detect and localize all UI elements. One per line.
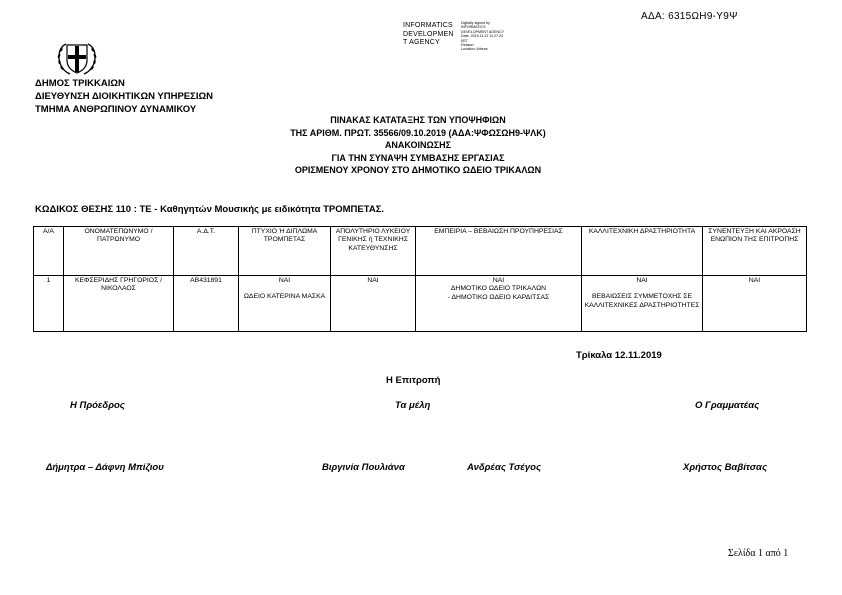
signature-line: Location: Athens (461, 47, 488, 52)
agency-line: DEVELOPMEN (403, 30, 454, 38)
signature-line: Digitally signed by (461, 21, 490, 25)
department-name: ΤΜΗΜΑ ΑΝΘΡΩΠΙΝΟΥ ΔΥΝΑΜΙΚΟΥ (35, 104, 197, 115)
experience-entry: ΔΗΜΟΤΙΚΟ ΩΔΕΙΟ ΤΡΙΚΑΛΩΝ (450, 285, 547, 293)
table-row (34, 276, 807, 332)
title-line: ΠΙΝΑΚΑΣ ΚΑΤΑΤΑΞΗΣ ΤΩΝ ΥΠΟΨΗΦΙΩΝ (330, 115, 506, 125)
page-number: Σελίδα 1 από 1 (728, 548, 789, 559)
digital-signature-details (461, 21, 504, 52)
cell-aa: 1 (34, 276, 64, 332)
artistic-answer: ΝΑΙ (636, 277, 648, 284)
directorate-name: ΔΙΕΥΘΥΝΣΗ ΔΙΟΙΚΗΤΙΚΩΝ ΥΠΗΡΕΣΙΩΝ (35, 91, 213, 102)
president-role: Η Πρόεδρος (70, 400, 125, 411)
ranking-table (33, 226, 807, 332)
degree-school: ΩΔΕΙΟ ΚΑΤΕΡΙΝΑ ΜΑΣΚΑ (243, 293, 326, 301)
agency-line: INFORMATICS (403, 22, 453, 29)
signature-line: EET (461, 38, 468, 43)
president-name: Δήμητρα – Δάφνη Μπίζιου (46, 462, 164, 473)
column-header: ΚΑΛΛΙΤΕΧΝΙΚΗ ΔΡΑΣΤΗΡΙΟΤΗΤΑ (582, 227, 703, 276)
artistic-detail: ΒΕΒΑΙΩΣΕΙΣ ΣΥΜΜΕΤΟΧΗΣ ΣΕ ΚΑΛΛΙΤΕΧΝΙΚΕΣ ΔΡΑΣΤΗΡΙΟΤΗΤΕΣ (584, 293, 700, 309)
committee-heading: Η Επιτροπή (386, 375, 441, 386)
title-line: ΑΝΑΚΟΙΝΩΣΗΣ (384, 140, 452, 151)
title-line: ΟΡΙΣΜΕΝΟΥ ΧΡΟΝΟΥ ΣΤΟ ΔΗΜΟΤΙΚΟ ΩΔΕΙΟ ΤΡΙΚΑΛΩΝ (294, 165, 542, 176)
column-header: ΕΜΠΕΙΡΙΑ – ΒΕΒΑΙΩΣΗ ΠΡΟΥΠΗΡΕΣΙΑΣ (416, 227, 582, 276)
column-header: ΑΠΟΛΥΤΗΡΙΟ ΛΥΚΕΙΟΥ ΓΕΝΙΚΗΣ ή ΤΕΧΝΙΚΗΣ ΚΑΤΕΥΘΥΝΣΗΣ (331, 227, 416, 276)
document-date: Τρίκαλα 12.11.2019 (576, 350, 662, 361)
experience-entry: - ΔΗΜΟΤΙΚΟ ΩΔΕΙΟ ΚΑΡΔΙΤΣΑΣ (447, 293, 550, 301)
table-header-row (34, 227, 807, 276)
column-header: ΣΥΝΕΝΤΕΥΞΗ ΚΑΙ ΑΚΡΟΑΣΗ ΕΝΩΠΙΟΝ ΤΗΣ ΕΠΙΤΡΟΠΗΣ (703, 227, 807, 276)
signature-line: Date: 2019.11.12 11:27:24 (461, 34, 504, 39)
cell-lyceum: ΝΑΙ (331, 276, 416, 332)
degree-answer: ΝΑΙ (278, 277, 291, 284)
position-code: ΚΩΔΙΚΟΣ ΘΕΣΗΣ 110 : ΤΕ - Καθηγητών Μουσικής με ειδικότητα ΤΡΟΜΠΕΤΑΣ. (35, 204, 385, 215)
secretary-role: Ο Γραμματέας (695, 400, 760, 411)
greek-emblem-icon (52, 38, 102, 78)
column-header: Α/Α (34, 227, 64, 276)
signature-line: DEVELOPMENT AGENCY (461, 29, 505, 34)
ada-code: ΑΔΑ: 6315ΩΗ9-Υ9Ψ (641, 11, 738, 22)
column-header: ΟΝΟΜΑΤΕΠΩΝΥΜΟ /ΠΑΤΡΩΝΥΜΟ (64, 227, 174, 276)
title-line: ΤΗΣ ΑΡΙΘΜ. ΠΡΩΤ. 35566/09.10.2019 (ΑΔΑ:ΨΦΩΣΩΗ9-ΨΛΚ) (290, 127, 546, 138)
title-line: ΓΙΑ ΤΗΝ ΣΥΝΑΨΗ ΣΥΜΒΑΣΗΣ ΕΡΓΑΣΙΑΣ (331, 152, 505, 163)
agency-line: T AGENCY (403, 39, 440, 46)
column-header: Α.Δ.Τ. (174, 227, 239, 276)
secretary-name: Χρήστος Βαβίτσας (683, 462, 767, 473)
member-name: Ανδρέας Τσέγος (467, 462, 541, 473)
column-header: ΠΤΥΧΙΟ Ή ΔΙΠΛΩΜΑ ΤΡΟΜΠΕΤΑΣ (239, 227, 331, 276)
municipality-name: ΔΗΜΟΣ ΤΡΙΚΚΑΙΩΝ (35, 78, 125, 89)
cell-experience (416, 276, 582, 332)
signature-line: Reason: (461, 43, 475, 48)
signature-agency-label (403, 22, 454, 48)
members-role: Τα μέλη (395, 400, 431, 411)
cell-artistic (582, 276, 703, 332)
cell-name: ΚΕΦΣΕΡΙΔΗΣ ΓΡΗΓΟΡΙΟΣ / ΝΙΚΟΛΑΟΣ (64, 276, 174, 332)
signature-line: INFORMATICS (461, 25, 486, 30)
document-title (218, 114, 618, 177)
member-name: Βιργινία Πουλιάνα (322, 462, 405, 473)
organization-block (35, 77, 213, 116)
experience-answer: ΝΑΙ (492, 277, 505, 284)
cell-interview: ΝΑΙ (703, 276, 807, 332)
cell-degree (239, 276, 331, 332)
cell-adt: ΑΒ431891 (174, 276, 239, 332)
